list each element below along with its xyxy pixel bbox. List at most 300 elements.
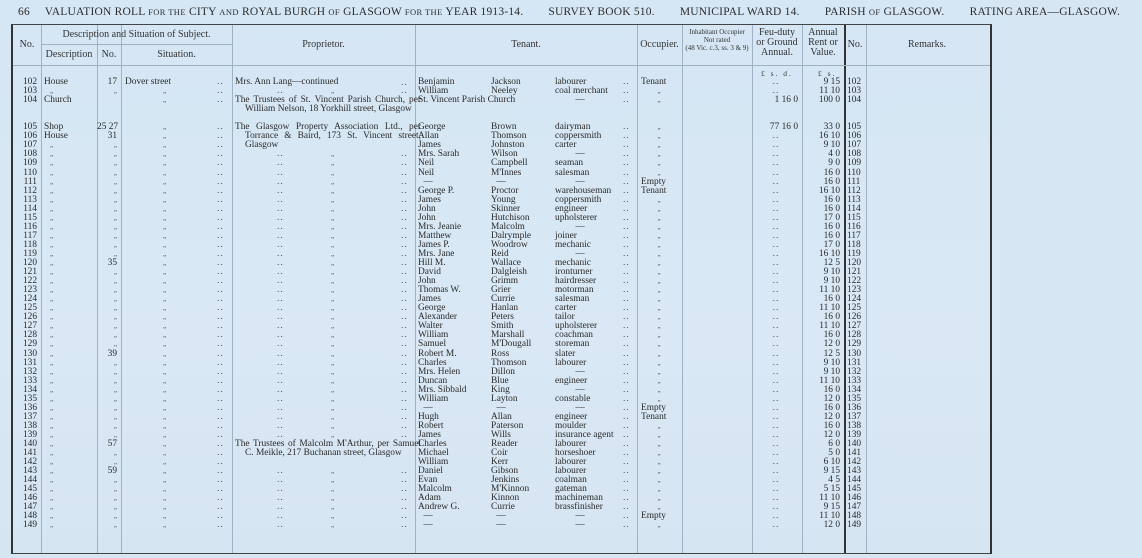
- tenant-occupation: storeman: [555, 339, 590, 350]
- tenant-surname: Skinner: [491, 203, 521, 214]
- occupation-leader: ..: [623, 294, 630, 305]
- tenant-surname: Ross: [491, 348, 510, 359]
- tenant-first-name: Robert: [418, 420, 444, 431]
- annual-rent-value: 4 5: [828, 475, 840, 486]
- row-number: 142: [22, 457, 37, 468]
- row-situation: „: [163, 141, 167, 150]
- header-description: Description: [45, 49, 93, 60]
- tenant-first-name: William: [418, 330, 449, 341]
- tenant-first-name: John: [418, 276, 436, 287]
- page-heading: [18, 6, 1121, 18]
- row-description: „: [50, 349, 54, 358]
- situation-leader: ..: [217, 86, 224, 97]
- occupation-leader: ..: [623, 303, 630, 314]
- tenant-first-name: Robert M.: [418, 348, 457, 359]
- proprietor-ditto-leader: ..: [277, 312, 284, 323]
- occupier-status: „: [657, 141, 661, 150]
- tenant-surname: Dillon: [491, 366, 515, 377]
- tenant-first-name: Allan: [418, 131, 439, 142]
- row-description: „: [50, 485, 54, 494]
- row-street-number: 25 27: [97, 122, 119, 133]
- row-number-right: 143: [847, 466, 862, 477]
- tenant-surname: Coir: [491, 448, 508, 459]
- header-annual-rent: Annual Rent or Value.: [808, 27, 838, 58]
- occupation-leader: ..: [623, 230, 630, 241]
- row-number-right: 136: [847, 402, 862, 413]
- roll-title: VALUATION ROLL FOR THE CITY AND ROYAL BURGH OF GLASGOW FOR THE YEAR 1913-14.: [44, 6, 524, 18]
- tenant-occupation: —: [575, 366, 585, 377]
- proprietor-ditto: „: [331, 412, 335, 421]
- situation-leader: ..: [217, 285, 224, 296]
- valuation-table: [11, 24, 992, 554]
- tenant-surname: Peters: [491, 312, 514, 323]
- annual-rent-value: 11 10: [819, 285, 840, 296]
- feu-duty-value: ..: [772, 77, 780, 87]
- occupier-status: „: [657, 286, 661, 295]
- tenant-occupation: coppersmith: [555, 194, 602, 205]
- occupation-leader: ..: [623, 375, 630, 386]
- row-description: „: [50, 222, 54, 231]
- row-description: „: [50, 412, 54, 421]
- row-situation: „: [163, 159, 167, 168]
- row-description: „: [50, 494, 54, 503]
- tenant-first-name: —: [423, 176, 433, 187]
- feu-duty-value: ..: [772, 258, 780, 268]
- tenant-first-name: Benjamin: [418, 77, 455, 87]
- row-number-right: 123: [847, 285, 862, 296]
- occupation-leader: ..: [623, 312, 630, 323]
- tenant-first-name: James: [418, 429, 441, 440]
- tenant-occupation: carter: [555, 303, 577, 314]
- situation-leader: ..: [217, 466, 224, 477]
- row-number-right: 121: [847, 267, 862, 278]
- proprietor-ditto-leader: ..: [277, 86, 284, 97]
- feu-duty-value: ..: [772, 239, 780, 250]
- annual-rent-value: 6 10: [823, 457, 840, 468]
- feu-duty-value: ..: [772, 285, 780, 296]
- feu-duty-value: ..: [772, 176, 780, 187]
- annual-rent-value: 17 0: [823, 239, 840, 250]
- situation-leader: ..: [217, 375, 224, 386]
- header-divider: [13, 65, 990, 66]
- row-street-number: „: [113, 385, 117, 394]
- row-number: 122: [22, 276, 37, 287]
- row-street-number: „: [113, 141, 117, 150]
- row-situation: „: [163, 168, 167, 177]
- row-situation: „: [163, 177, 167, 186]
- annual-rent-value: 16 0: [823, 420, 840, 431]
- row-number-right: 148: [847, 511, 862, 522]
- feu-duty-value: ..: [772, 348, 780, 359]
- rent-units: £ s.: [818, 69, 837, 78]
- tenant-first-name: Malcolm: [418, 484, 452, 495]
- tenant-first-name: Mrs. Jane: [418, 248, 455, 259]
- row-description: House: [44, 77, 68, 87]
- row-description: „: [50, 313, 54, 322]
- tenant-first-name: William: [418, 86, 449, 97]
- feu-duty-value: ..: [772, 457, 780, 468]
- row-street-number: „: [113, 168, 117, 177]
- feu-duty-value: ..: [772, 203, 780, 214]
- row-number: 104: [22, 95, 37, 106]
- annual-rent-value: 16 0: [823, 203, 840, 214]
- annual-rent-value: 12 5: [823, 258, 840, 268]
- tenant-first-name: James: [418, 140, 441, 151]
- situation-leader: ..: [217, 484, 224, 495]
- row-description: „: [50, 277, 54, 286]
- row-situation: „: [163, 449, 167, 458]
- row-number-right: 113: [847, 194, 861, 205]
- proprietor-entry: The Trustees of St. Vincent Parish Church, per William Nelson, 18 Yorkhill street, Glasgow: [235, 95, 421, 114]
- feu-duty-value: ..: [772, 131, 780, 142]
- row-street-number: „: [113, 331, 117, 340]
- annual-rent-value: 11 10: [819, 493, 840, 504]
- header-proprietor: Proprietor.: [302, 39, 345, 50]
- row-street-number: „: [113, 277, 117, 286]
- occupation-leader: ..: [623, 212, 630, 223]
- occupation-leader: ..: [623, 420, 630, 431]
- annual-rent-value: 11 10: [819, 375, 840, 386]
- tenant-first-name: —: [423, 520, 433, 531]
- row-situation: „: [163, 331, 167, 340]
- proprietor-ditto-leader: ..: [277, 258, 284, 268]
- row-street-number: „: [113, 340, 117, 349]
- row-number: 131: [22, 357, 37, 368]
- tenant-occupation: coal merchant: [555, 86, 608, 97]
- proprietor-leader: ..: [401, 258, 408, 268]
- table-row: [13, 340, 990, 349]
- row-street-number: 35: [107, 258, 117, 268]
- occupier-status: „: [657, 449, 661, 458]
- tenant-surname: King: [491, 384, 510, 395]
- row-number: 115: [23, 212, 37, 223]
- tenant-first-name: John: [418, 203, 436, 214]
- row-number: 108: [22, 149, 37, 160]
- row-street-number: 17: [107, 77, 117, 87]
- proprietor-ditto: „: [331, 430, 335, 439]
- header-description-group: Description and Situation of Subject.: [62, 29, 211, 40]
- feu-duty-value: ..: [772, 375, 780, 386]
- feu-duty-value: ..: [772, 276, 780, 287]
- proprietor-leader: ..: [401, 321, 408, 332]
- situation-leader: ..: [217, 167, 224, 178]
- situation-leader: ..: [217, 77, 224, 87]
- row-number: 132: [22, 366, 37, 377]
- proprietor-leader: ..: [401, 267, 408, 278]
- tenant-occupation: —: [575, 149, 585, 160]
- tenant-occupation: coalman: [555, 475, 587, 486]
- occupation-leader: ..: [623, 511, 630, 522]
- row-situation: „: [163, 322, 167, 331]
- row-number-right: 132: [847, 366, 862, 377]
- feu-duty-value: ..: [772, 384, 780, 395]
- row-number-right: 140: [847, 439, 862, 449]
- feu-duty-value: ..: [772, 149, 780, 160]
- proprietor-leader: ..: [401, 303, 408, 314]
- row-number: 106: [22, 131, 37, 142]
- occupier-status: „: [657, 195, 661, 204]
- occupier-status: „: [657, 222, 661, 231]
- row-description: „: [50, 430, 54, 439]
- occupier-status: „: [657, 204, 661, 213]
- occupation-leader: ..: [623, 429, 630, 440]
- occupation-leader: ..: [623, 330, 630, 341]
- occupier-status: „: [657, 358, 661, 367]
- occupier-status: „: [657, 467, 661, 476]
- occupation-leader: ..: [623, 475, 630, 486]
- header-inhabitant: Inhabitant Occupier Not rated (48 Vic. c.3, ss. 3 & 9): [685, 28, 749, 52]
- tenant-surname: Proctor: [491, 185, 519, 196]
- tenant-surname: —: [496, 176, 506, 187]
- row-street-number: 31: [107, 131, 117, 142]
- proprietor-entry: The Trustees of Malcolm M'Arthur, per Samuel C. Meikle, 217 Buchanan street, Glasgow: [235, 439, 421, 458]
- proprietor-leader: ..: [401, 357, 408, 368]
- row-situation: „: [163, 412, 167, 421]
- row-description: „: [50, 159, 54, 168]
- proprietor-leader: ..: [401, 312, 408, 323]
- proprietor-ditto: „: [331, 87, 335, 96]
- tenant-first-name: Charles: [418, 439, 447, 449]
- row-number: 114: [23, 203, 37, 214]
- tenant-occupation: warehouseman: [555, 185, 612, 196]
- tenant-occupation: —: [575, 176, 585, 187]
- annual-rent-value: 12 0: [823, 411, 840, 422]
- proprietor-leader: ..: [401, 230, 408, 241]
- proprietor-ditto: „: [331, 376, 335, 385]
- tenant-occupation: —: [575, 221, 585, 232]
- tenant-occupation: —: [575, 402, 585, 413]
- proprietor-ditto-leader: ..: [277, 402, 284, 413]
- feu-duty-value: 77 16 0: [769, 122, 798, 133]
- row-number-right: 138: [847, 420, 862, 431]
- tenant-surname: Neeley: [491, 86, 518, 97]
- occupation-leader: ..: [623, 131, 630, 142]
- tenant-first-name: George P.: [418, 185, 455, 196]
- row-description: „: [50, 231, 54, 240]
- annual-rent-value: 16 0: [823, 194, 840, 205]
- row-description: „: [50, 177, 54, 186]
- tenant-first-name: Adam: [418, 493, 441, 504]
- tenant-surname: Hanlan: [491, 303, 519, 314]
- proprietor-ditto: „: [331, 304, 335, 313]
- annual-rent-value: 9 10: [823, 267, 840, 278]
- tenant-surname: Kerr: [491, 457, 509, 468]
- row-number: 125: [22, 303, 37, 314]
- annual-rent-value: 11 10: [819, 321, 840, 332]
- occupation-leader: ..: [623, 357, 630, 368]
- row-description: „: [50, 87, 54, 96]
- proprietor-ditto-leader: ..: [277, 176, 284, 187]
- row-description: „: [50, 440, 54, 448]
- occupier-status: „: [657, 249, 661, 258]
- proprietor-leader: ..: [401, 176, 408, 187]
- occupier-status: Empty: [641, 511, 666, 522]
- row-description: „: [50, 268, 54, 277]
- row-description: Shop: [44, 122, 64, 133]
- row-number-right: 115: [847, 212, 861, 223]
- situation-leader: ..: [217, 511, 224, 522]
- row-number: 113: [23, 194, 37, 205]
- situation-leader: ..: [217, 203, 224, 214]
- row-street-number: „: [113, 458, 117, 467]
- row-street-number: „: [113, 512, 117, 521]
- row-street-number: „: [113, 295, 117, 304]
- row-number-right: 130: [847, 348, 862, 359]
- proprietor-ditto: „: [331, 240, 335, 249]
- row-number-right: 122: [847, 276, 862, 287]
- row-situation: „: [163, 249, 167, 258]
- row-number-right: 134: [847, 384, 862, 395]
- tenant-first-name: Alexander: [418, 312, 458, 323]
- proprietor-leader: ..: [401, 475, 408, 486]
- row-number-right: 110: [847, 167, 861, 178]
- row-number: 128: [22, 330, 37, 341]
- row-number: 129: [22, 339, 37, 350]
- proprietor-leader: ..: [401, 348, 408, 359]
- occupation-leader: ..: [623, 411, 630, 422]
- proprietor-leader: ..: [401, 212, 408, 223]
- tenant-occupation: ironturner: [555, 267, 593, 278]
- row-situation: „: [163, 277, 167, 286]
- feu-duty-value: ..: [772, 411, 780, 422]
- proprietor-ditto-leader: ..: [277, 502, 284, 513]
- annual-rent-value: 5 15: [823, 484, 840, 495]
- page-number: 66: [18, 6, 30, 18]
- row-description: „: [50, 367, 54, 376]
- tenant-first-name: James: [418, 194, 441, 205]
- situation-leader: ..: [217, 194, 224, 205]
- proprietor-ditto-leader: ..: [277, 484, 284, 495]
- feu-duty-value: ..: [772, 86, 780, 97]
- tenant-occupation: joiner: [555, 230, 577, 241]
- occupier-status: „: [657, 494, 661, 503]
- occupation-leader: ..: [623, 366, 630, 377]
- situation-leader: ..: [217, 493, 224, 504]
- row-description: „: [50, 249, 54, 258]
- proprietor-ditto-leader: ..: [277, 276, 284, 287]
- row-number: 111: [23, 176, 37, 187]
- situation-leader: ..: [217, 276, 224, 287]
- proprietor-ditto: „: [331, 322, 335, 331]
- tenant-occupation: upholsterer: [555, 321, 598, 332]
- row-situation: „: [163, 259, 167, 267]
- tenant-surname: Currie: [491, 294, 515, 305]
- occupier-status: „: [657, 421, 661, 430]
- proprietor-ditto: „: [331, 349, 335, 358]
- tenant-first-name: Neil: [418, 158, 435, 169]
- occupier-status: „: [657, 322, 661, 331]
- row-situation: „: [163, 268, 167, 277]
- row-number-right: 137: [847, 411, 862, 422]
- row-description: „: [50, 213, 54, 222]
- situation-leader: ..: [217, 520, 224, 531]
- tenant-surname: Woodrow: [491, 239, 528, 250]
- tenant-occupation: engineer: [555, 375, 588, 386]
- situation-leader: ..: [217, 149, 224, 160]
- tenant-first-name: Michael: [418, 448, 449, 459]
- tenant-occupation: —: [575, 248, 585, 259]
- feu-duty-value: ..: [772, 330, 780, 341]
- proprietor-ditto: „: [331, 177, 335, 186]
- situation-leader: ..: [217, 502, 224, 513]
- row-description: „: [50, 340, 54, 349]
- proprietor-ditto: „: [331, 286, 335, 295]
- proprietor-ditto: „: [331, 168, 335, 177]
- row-street-number: „: [113, 430, 117, 439]
- row-number: 110: [23, 167, 37, 178]
- occupation-leader: ..: [623, 439, 630, 449]
- proprietor-ditto: „: [331, 476, 335, 485]
- proprietor-ditto-leader: ..: [277, 366, 284, 377]
- tenant-occupation: upholsterer: [555, 212, 598, 223]
- tenant-first-name: Mrs. Sibbald: [418, 384, 467, 395]
- row-number-right: 125: [847, 303, 862, 314]
- annual-rent-value: 9 10: [823, 357, 840, 368]
- row-number-right: 114: [847, 203, 861, 214]
- row-number-right: 142: [847, 457, 862, 468]
- tenant-first-name: George: [418, 122, 446, 133]
- tenant-occupation: labourer: [555, 77, 587, 87]
- row-number-right: 106: [847, 131, 862, 142]
- situation-leader: ..: [217, 131, 224, 142]
- proprietor-ditto: „: [331, 295, 335, 304]
- row-number: 143: [22, 466, 37, 477]
- proprietor-ditto-leader: ..: [277, 375, 284, 386]
- row-number-right: 104: [847, 95, 862, 106]
- row-street-number: „: [113, 87, 117, 96]
- feu-duty-value: ..: [772, 466, 780, 477]
- situation-leader: ..: [217, 230, 224, 241]
- row-description: „: [50, 295, 54, 304]
- proprietor-leader: ..: [401, 393, 408, 404]
- occupation-leader: ..: [623, 276, 630, 287]
- occupier-status: „: [657, 150, 661, 159]
- proprietor-ditto-leader: ..: [277, 230, 284, 241]
- header-street-no: No.: [101, 49, 117, 60]
- tenant-surname: Wills: [491, 429, 511, 440]
- table-row: [13, 521, 990, 530]
- tenant-first-name: —: [423, 402, 433, 413]
- annual-rent-value: 12 5: [823, 348, 840, 359]
- occupation-leader: ..: [623, 448, 630, 459]
- feu-duty-value: ..: [772, 221, 780, 232]
- row-number: 149: [22, 520, 37, 531]
- proprietor-leader: ..: [401, 276, 408, 287]
- row-situation: „: [163, 349, 167, 358]
- annual-rent-value: 12 0: [823, 339, 840, 350]
- situation-leader: ..: [217, 420, 224, 431]
- proprietor-ditto-leader: ..: [277, 393, 284, 404]
- header-situation: Situation.: [157, 49, 196, 60]
- row-street-number: „: [113, 222, 117, 231]
- occupation-leader: ..: [623, 321, 630, 332]
- row-description: „: [50, 385, 54, 394]
- feu-duty-value: ..: [772, 429, 780, 440]
- annual-rent-value: 11 10: [819, 86, 840, 97]
- row-situation: „: [163, 340, 167, 349]
- row-street-number: „: [113, 286, 117, 295]
- row-situation: „: [163, 421, 167, 430]
- situation-leader: ..: [217, 348, 224, 359]
- tenant-surname: M'Dougall: [491, 339, 532, 350]
- tenant-first-name: James P.: [418, 239, 450, 250]
- situation-leader: ..: [217, 366, 224, 377]
- occupier-status: „: [657, 349, 661, 358]
- tenant-surname: M'Innes: [491, 167, 522, 178]
- proprietor-leader: ..: [401, 520, 408, 531]
- row-number-right: 102: [847, 77, 862, 87]
- tenant-first-name: Samuel: [418, 339, 447, 350]
